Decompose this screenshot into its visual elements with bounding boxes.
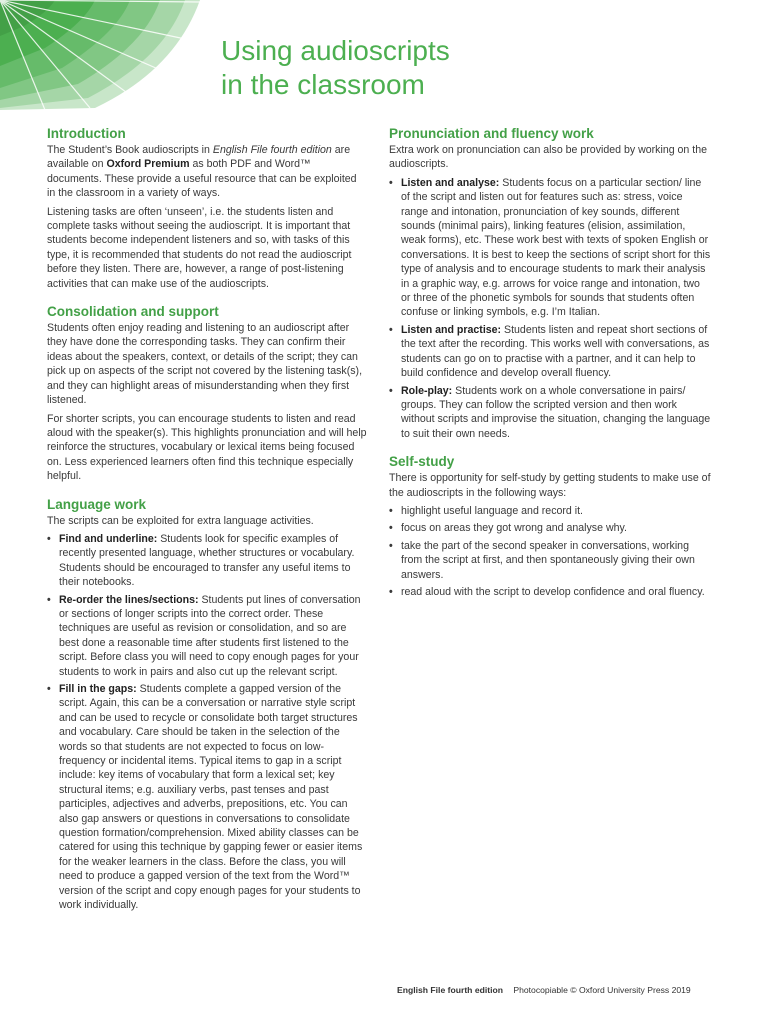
list-item xyxy=(389,585,711,599)
bullet-icon: • xyxy=(389,522,393,535)
item-label: Find and underline: xyxy=(59,532,158,545)
item-text: read aloud with the script to develop confidence and oral fluency. xyxy=(401,585,705,598)
bullet-icon: • xyxy=(389,176,393,189)
item-label: Re-order the lines/sections: xyxy=(59,593,199,606)
item-label: Fill in the gaps: xyxy=(59,683,137,695)
self-study-list xyxy=(389,504,711,599)
bullet-icon: • xyxy=(389,384,393,397)
intro-text-b: are available on xyxy=(47,144,351,171)
item-text: Students look for specific examples of recently presented language, whether structures or vocabulary. Students should be encouraged to transfer any useful items to their notebooks. xyxy=(59,532,355,589)
consolidation-paragraph-2: For shorter scripts, you can encourage students to listen and read aloud with the speaker(s). This highlights pronunciation and will help reinforce the structures, vocabulary or lexical items being focused on. Less experienced learners often find this technique especially helpful. xyxy=(47,412,367,483)
bullet-icon: • xyxy=(47,593,51,606)
title-line-1: Using audioscripts xyxy=(221,35,450,66)
bullet-icon: • xyxy=(389,585,393,598)
introduction-section xyxy=(47,125,367,291)
item-text: focus on areas they got wrong and analyse why. xyxy=(401,522,627,535)
language-list xyxy=(47,532,367,913)
pronunciation-list xyxy=(389,176,711,441)
list-item xyxy=(47,682,367,913)
self-study-section xyxy=(389,453,711,599)
title-line-2: in the classroom xyxy=(221,69,425,100)
list-item xyxy=(389,521,711,535)
language-intro: The scripts can be exploited for extra language activities. xyxy=(47,514,314,527)
self-study-intro: There is opportunity for self-study by getting students to make use of the audioscripts in the following ways: xyxy=(389,472,711,499)
list-item xyxy=(389,504,711,518)
introduction-paragraph-1 xyxy=(47,143,367,201)
bullet-icon: • xyxy=(389,539,393,552)
item-text: Students complete a gapped version of the script. Again, this can be a conversation or narrative style script and can be used to recycle or consolidate both target structures and vocabulary. Care should be taken in the selection of the words so that students are not expected to focus on low-frequency or incidental items. Typical items to gap in a script include: key items of vocabulary that form a lexical set; key structural items; e.g. auxiliary verbs, past tenses and past participles, adjectives and adverbs, prepositions, etc. You can also gap answers or questions in conversations to consolidate question formation/comprehension. Mixed ability classes can be catered for using this technique by gapping fewer or easier items for the weaker learners in the class. Before the class, you will need to produce a gapped version of the text from the Word™ version of the script and copy enough pages for your students to work individually. xyxy=(59,683,363,912)
intro-text-a: The Student’s Book audioscripts in xyxy=(47,144,213,156)
consolidation-paragraph-1: Students often enjoy reading and listening to an audioscript after they have done the corresponding tasks. They can confirm their ideas about the speakers, context, or details of the script; they can pick up on aspects of the script not covered by the listening task(s), and they can highlight areas of misunderstanding when they first listened. xyxy=(47,322,363,407)
bullet-icon: • xyxy=(47,683,51,695)
item-text: Students listen and repeat short sections of the text after the recording. This works well with conversations, as students can go on to practise with a partner, and it can help to build confidence and develop overall fluency. xyxy=(401,323,710,380)
bullet-icon: • xyxy=(389,504,393,517)
footer-edition: English File fourth edition xyxy=(397,985,503,995)
item-label: Role-play: xyxy=(401,384,453,397)
left-column xyxy=(47,125,367,925)
list-item xyxy=(47,532,367,590)
pronunciation-section xyxy=(389,125,711,441)
list-item xyxy=(389,539,711,582)
page-footer xyxy=(397,985,691,995)
right-column xyxy=(389,125,711,611)
introduction-paragraph-2: Listening tasks are often ‘unseen’, i.e. the students listen and complete tasks without seeing the audioscript. It is important that students become independent listeners and so, with tasks of this type, it is recommended that students do not read the audioscript before they listen. There are, however, a range of post-listening activities that can make use of the audioscripts. xyxy=(47,205,352,290)
intro-edition-name: English File fourth edition xyxy=(212,144,332,156)
language-heading: Language work xyxy=(47,496,147,512)
item-text: Students put lines of conversation or sections of longer scripts into the correct order. These techniques are useful as revision or consolidation, and so are best done a reasonable time after students first listened to the script. Before class you will need to copy enough pages for your students to work in pairs and also cut up the relevant script. xyxy=(59,593,361,678)
item-label: Listen and practise: xyxy=(401,323,502,336)
item-text: Students focus on a particular section/ line of the script and listen out for features such as: stress, voice range and intonation, pronunciation of key sounds, different sounds (minimal pairs), linking features (elision, assimilation, weak forms), etc. These work best with texts of spoken English or conversations. It is best to keep the sections of script short for this type of analysis and to encourage students to mark their analysis in a graphic way, e.g. arrows for voice range and intonation, two or three of the phonetic symbols for sounds that students often confuse or linking symbols, e.g. I’m Italian. xyxy=(401,176,711,319)
corner-fan-graphic xyxy=(0,0,205,110)
pronunciation-heading: Pronunciation and fluency work xyxy=(389,126,594,141)
list-item xyxy=(389,176,711,320)
item-text: take the part of the second speaker in conversations, working from the script at first, and then spontaneously giving their own answers. xyxy=(401,539,695,581)
introduction-heading: Introduction xyxy=(47,126,126,141)
pronunciation-intro: Extra work on pronunciation can also be provided by working on the audioscripts. xyxy=(389,144,707,171)
item-text: highlight useful language and record it. xyxy=(401,504,583,517)
list-item xyxy=(47,593,367,679)
intro-oxford-premium: Oxford Premium xyxy=(106,158,190,171)
bullet-icon: • xyxy=(47,532,51,545)
footer-copyright: Photocopiable © Oxford University Press 2019 xyxy=(513,985,691,995)
item-text: Students work on a whole conversatione in pairs/ groups. They can follow the scripted version and then work without scripts and improvise the situation, changing the language to suit their own needs. xyxy=(401,384,711,440)
consolidation-section xyxy=(47,303,367,483)
item-label: Listen and analyse: xyxy=(401,176,500,189)
consolidation-heading: Consolidation and support xyxy=(47,304,219,320)
bullet-icon: • xyxy=(389,323,393,336)
list-item xyxy=(389,384,711,442)
self-study-heading: Self-study xyxy=(389,454,455,470)
language-section xyxy=(47,496,367,913)
page-title xyxy=(221,34,450,102)
intro-text-c: as both PDF and Word™ documents. These provide a useful resource that can be exploited in the classroom in a variety of ways. xyxy=(47,158,357,200)
list-item xyxy=(389,323,711,381)
